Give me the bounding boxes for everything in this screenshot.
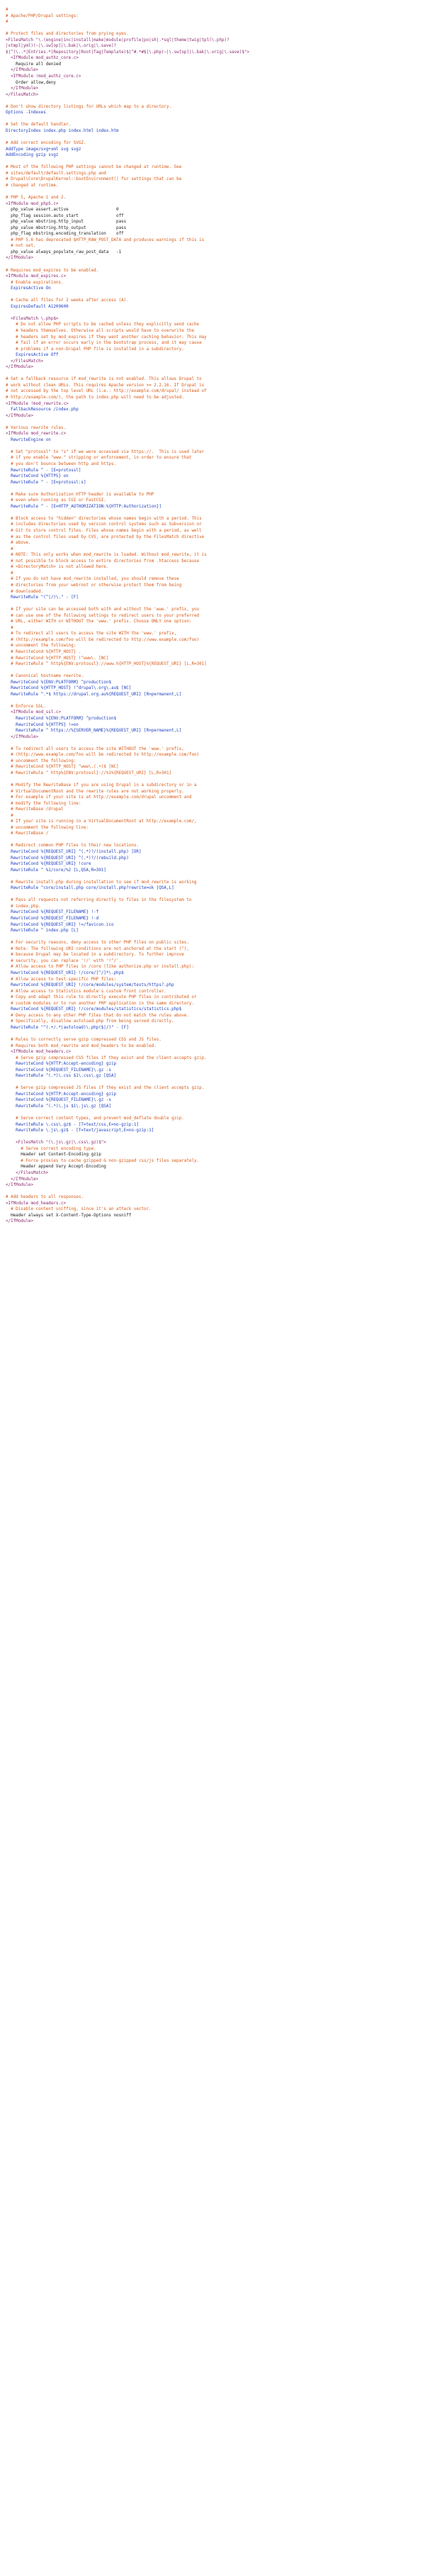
code-line [6,892,419,898]
code-line [6,1110,419,1116]
code-line [6,371,419,377]
directive-line: ExpiresActive Off [6,353,59,358]
tag-line: <IfModule !mod_authz_core.c> [6,74,81,79]
tag-line: </IfModule> [6,413,34,418]
comment-line: # Disable content sniffing, since it's an attack vector. [6,1207,152,1212]
directive-line: RewriteRule "^(.+/.*|autoload)\.php($|/)" - [F] [6,1025,129,1030]
directive-line: RewriteCond %{HTTP:Accept-encoding} gzip [6,1062,117,1067]
comment-line: # <DirectoryMatch> is not allowed here. [6,565,109,570]
comment-line: # RewriteBase / [6,831,49,836]
comment-line: # RewriteCond %{HTTP_HOST} !^www\. [NC] [6,656,109,661]
comment-line: # Serve gzip compressed CSS files if they exist and the client accepts gzip. [6,1055,207,1060]
tag-line: </IfModule> [6,68,39,73]
code-line [6,443,419,449]
code-line [6,668,419,674]
directive-line: RewriteCond %{REQUEST_FILENAME} !-f [6,910,99,915]
comment-line: # downloaded. [6,589,44,594]
comment-line: # you don't bounce between http and https. [6,462,117,467]
comment-line: # To redirect all users to access the site WITH the 'www.' prefix, [6,632,177,637]
comment-line: # [6,547,13,551]
comment-line: # Force proxies to cache gzipped & non-gzipped css/js files separately. [6,1158,200,1163]
code-line: Order allow,deny [6,80,56,85]
code-line: php_value assert.active 0 [6,208,119,213]
directive-line: RewriteCond %{REQUEST_URI} ^(.*)?/(install.php) [OR] [6,850,142,855]
directive-line: RewriteCond %{REQUEST_FILENAME}\.gz -s [6,1068,111,1073]
directive-line: RewriteCond %{REQUEST_URI} !/core/modules/system/tests/https?.php [6,983,174,988]
comment-line: # [6,8,8,12]
directive-line: RewriteCond %{HTTP:Accept-encoding} gzip [6,1092,117,1097]
code-line [6,98,419,104]
tag-line: <FilesMatch "(\.js\.gz|\.css\.gz)$"> [6,1141,106,1146]
directive-line: RewriteRule ^ - [E=protossl] [6,468,81,473]
comment-line: # Allow access to PHP files in /core (like authorize.php or install.php): [6,965,194,970]
code-line [6,510,419,516]
comment-line: # For example if your site is at http://example.com/drupal uncomment and [6,795,192,800]
tag-line: <IfModule mod_headers.c> [6,1050,72,1055]
comment-line: # URL, either WITH or WITHOUT the 'www.' prefix. Choose ONLY one option: [6,620,192,625]
comment-line: # [6,625,13,630]
directive-line: RewriteRule \.js\.gz$ - [T=text/javascript,E=no-gzip:1] [6,1129,154,1133]
directive-line: RewriteCond %{REQUEST_URI} !=/favicon.ico [6,922,114,927]
comment-line: # Drupal\Core\DrupalKernel::bootEnvironment() for settings that can be [6,177,182,182]
code-line [6,189,419,195]
code-line [6,1031,419,1037]
code-line: Header set Content-Encoding gzip [6,1153,101,1158]
code-line [6,934,419,941]
directive-line: RewriteRule ^.*$ https://drupal.org.au%{REQUEST_URI} [R=permanent,L] [6,692,182,697]
comment-line: # Serve gzip compressed JS files if they exist and the client accepts gzip. [6,1086,205,1091]
comment-line: # sites/default/default.settings.php and [6,171,106,176]
comment-line: # custom modules or to run another PHP application in the same directory. [6,1001,194,1006]
code-line [6,486,419,492]
comment-line: # Git to store control files. Files whose names begin with a period, as well [6,529,202,534]
tag-line: </IfModule> [6,1219,34,1224]
code-line [6,1189,419,1195]
directive-line: DirectoryIndex index.php index.html index.htm [6,128,119,133]
code-line [6,262,419,268]
code-line [6,292,419,298]
directive-line: RewriteCond %{ENV:PLATFORM} ^production$ [6,716,117,721]
comment-line: # Add correct encoding for SVGZ. [6,141,86,146]
tag-line: <IfModule mod_expires.c> [6,274,67,279]
directive-line: RewriteCond %{REQUEST_FILENAME}\.gz -s [6,1098,111,1103]
code-line [6,776,419,783]
tag-line: </IfModule> [6,1177,39,1182]
directive-line: RewriteRule \.css\.gz$ - [T=text/css,E=no-gzip:1] [6,1122,139,1127]
comment-line: # (http://www.example.com/foo will be redirected to http://example.com/foo) [6,753,200,758]
comment-line: # includes directories used by version control systems such as Subversion or [6,522,202,527]
tag-line: </IfModule> [6,256,34,261]
directive-line: RewriteEngine on [6,437,51,442]
code-line: php_flag session.auto_start off [6,213,124,218]
comment-line: # Add headers to all responses. [6,1195,84,1200]
comment-line: # Enforce SSL. [6,704,46,709]
directive-line: RewriteCond %{REQUEST_URI} !core [6,862,91,867]
comment-line: # Do not allow PHP scripts to be cached unless they explicitly send cache [6,323,200,327]
comment-line: # work without clean URLs. This requires Apache version >= 2.2.16. If Drupal is [6,383,205,388]
code-line [6,310,419,316]
comment-line: # For security reasons, deny access to other PHP files on public sites. [6,941,189,946]
comment-line: # Serve correct content types, and prevent mod_deflate double gzip. [6,1116,184,1121]
comment-line: # Pass all requests not referring directly to files in the filesystem to [6,898,192,903]
directive-line: RewriteRule ^(.*)\.css $1\.css\.gz [QSA] [6,1074,117,1079]
comment-line: # RewriteCond %{HTTP_HOST} . [6,649,81,654]
comment-line: # Copy and adapt this rule to directly execute PHP files in contributed or [6,995,197,1000]
tag-line: </FilesMatch> [6,359,44,364]
comment-line: # Allow access to Statistics module's custom front controller. [6,989,166,994]
comment-line: # Make sure Authorization HTTP header is available to PHP [6,492,154,497]
comment-line: # Protect files and directories from prying eyes. [6,32,129,37]
comment-line: # fail if an error occurs early in the bootstrap process, and it may cause [6,341,202,346]
comment-line: # uncomment the following: [6,644,76,649]
code-line [6,419,419,425]
code-line [6,873,419,880]
comment-line: # Rules to correctly serve gzip compressed CSS and JS files. [6,1037,162,1042]
comment-line: # If your site can be accessed both with and without the 'www.' prefix, you [6,607,200,612]
directive-line: RewriteRule ^ https://%{SERVER_NAME}%{REQUEST_URI} [R=permanent,L] [6,729,182,734]
comment-line: # Modify the RewriteBase if you are using Drupal in a subdirectory or in a [6,783,197,788]
directive-line: RewriteCond %{REQUEST_URI} !/core/[^/]*\.php$ [6,970,124,975]
code-line: Header append Vary Accept-Encoding [6,1165,106,1170]
directive-line: RewriteCond %{HTTPS} !=on [6,722,79,727]
comment-line: # RewriteRule ^ http%{ENV:protossl}://www.%{HTTP_HOST}%{REQUEST_URI} [L,R=301] [6,662,207,667]
comment-line: # modify the following line: [6,801,81,806]
directive-line: FallbackResource /index.php [6,408,79,413]
code-line [6,26,419,32]
comment-line: # RewriteBase /drupal [6,807,64,812]
comment-line: # Redirect common PHP files to their new locations. [6,844,139,849]
comment-line: # Deny access to any other PHP files that do not match the rules above. [6,1013,189,1018]
directive-line: RewriteCond %{REQUEST_FILENAME} !-d [6,917,99,922]
directive-line: RewriteRule ^ - [E=protossl:s] [6,480,86,485]
comment-line: # changed at runtime. [6,183,59,188]
directive-line: RewriteCond %{HTTP_HOST} !^drupal\.org\.au$ [NC] [6,686,132,691]
comment-line: # uncomment the following line: [6,825,89,830]
comment-line: # index.php. [6,904,41,909]
comment-line: # Canonical hostname rewrite. [6,674,84,679]
comment-line: # above. [6,541,31,546]
comment-line: # headers themselves. Otherwise all scripts would have to overwrite the [6,328,194,333]
directive-line: ExpiresActive On [6,286,51,291]
tag-line: </IfModule> [6,365,34,370]
code-line [6,1134,419,1141]
tag-line: |xtmpl|yml)(~|\.sw[op]|\.bak|\.orig|\.save)? [6,44,117,49]
directive-line: RewriteRule ^ %1/core/%2 [L,QSA,R=301] [6,868,106,873]
directive-line: RewriteRule ^(.*)\.js $1\.js\.gz [QSA] [6,1104,111,1109]
comment-line: # [6,813,13,818]
tag-line: </IfModule> [6,86,39,91]
tag-line: </IfModule> [6,1183,34,1188]
code-line [6,601,419,607]
directive-line: ExpiresDefault A1209600 [6,304,69,309]
comment-line: # Requires mod_expires to be enabled. [6,268,99,273]
directive-line: RewriteRule "(^|/)\." - [F] [6,595,79,600]
comment-line: # uncomment the following: [6,758,76,763]
directive-line: RewriteRule ^ index.php [L] [6,929,79,934]
comment-line: # RewriteRule ^ http%{ENV:protossl}://%1%{REQUEST_URI} [L,R=301] [6,771,172,775]
comment-line: # even when running as CGI or FastCGI. [6,498,106,503]
tag-line: <IfModule mod_headers.c> [6,1201,67,1206]
comment-line: # VirtualDocumentRoot and the rewrite rules are not working properly. [6,789,184,794]
comment-line: # Note: The following URI conditions are not anchored at the start (^), [6,946,189,951]
comment-line: # PHP 5.6 has deprecated $HTTP_RAW_POST_DATA and produces warnings if this is [6,237,205,242]
tag-line: </FilesMatch> [6,92,39,97]
comment-line: # Requires both mod_rewrite and mod_headers to be enabled. [6,1043,157,1048]
tag-line: $|^(\..*|Entries.*|Repository|Root|Tag|Template)$|^#.*#$|\.php(~|\.sw[op]|\.bak|\.orig|\.save)$"> [6,50,250,55]
comment-line: # PHP 5, Apache 1 and 2. [6,195,67,200]
comment-line: # Serve correct encoding type. [6,1146,96,1151]
comment-line: # security, you can replace '!/' with '!^/'. [6,958,122,963]
comment-line: # as the control files used by CVS, are protected by the FilesMatch directive [6,534,205,539]
tag-line: <IfModule mod_rewrite.c> [6,432,67,437]
directive-line: RewriteCond %{ENV:PLATFORM} ^production$ [6,680,111,685]
code-line [6,116,419,123]
code-line [6,698,419,704]
comment-line: # (http://example.com/foo will be redirected to http://www.example.com/foo) [6,637,200,642]
directive-line: AddEncoding gzip svgz [6,153,59,158]
comment-line: # directories from your webroot or otherwise protect them from being [6,583,182,588]
comment-line: # can use one of the following settings to redirect users to your preferred [6,613,200,618]
directive-line: RewriteRule ^ - [E=HTTP_AUTHORIZATION:%{HTTP:Authorization}] [6,504,162,509]
comment-line: # Enable expirations. [6,280,64,285]
comment-line: # Block access to "hidden" directories whose names begin with a period. This [6,516,202,521]
directive-line: AddType image/svg+xml svg svgz [6,147,81,152]
code-line: php_flag mbstring.encoding_translation off [6,232,124,237]
code-line [6,740,419,746]
comment-line: # Set a fallback resource if mod_rewrite is not enabled. This allows Drupal to [6,377,202,382]
tag-line: </FilesMatch> [6,1171,49,1175]
directive-line: Options -Indexes [6,111,46,116]
code-line: php_value mbstring.http_input pass [6,220,127,225]
tag-line: <IfModule !mod_rewrite.c> [6,401,69,406]
comment-line: # NOTE: This only works when mod_rewrite is loaded. Without mod_rewrite, it is [6,553,207,558]
code-line: Require all denied [6,62,62,67]
tag-line: <FilesMatch "\.(engine|inc|install|make|module|profile|po|sh|.*sql|theme|twig|tpl(\.php)? [6,38,230,43]
comment-line: # http://example.com/), the path to index.php will need to be adjusted. [6,396,184,400]
comment-line: # Various rewrite rules. [6,425,67,430]
comment-line: # not possible to block access to entire directories from .htaccess because [6,559,200,564]
comment-line: # if you enable "www." stripping or enforcement, in order to ensure that [6,456,192,461]
comment-line: # To redirect all users to access the site WITHOUT the 'www.' prefix, [6,746,184,751]
code-line [6,159,419,165]
comment-line: # not set. [6,244,36,249]
comment-line: # headers set by mod_expires if they want another caching behavior. This may [6,335,207,340]
tag-line: <IfModule mod_ssl.c> [6,710,62,715]
comment-line: # Specifically, disallow autoload.php from being served directly. [6,1019,174,1024]
comment-line: # Cache all files for 2 weeks after access (A). [6,298,129,303]
comment-line: # If you do not have mod_rewrite installed, you should remove these [6,577,179,582]
directive-line: RewriteCond %{REQUEST_URI} ^(.*)?/(rebuild.php) [6,856,129,861]
comment-line: # Set the default handler. [6,123,72,128]
tag-line: </IfModule> [6,734,39,739]
tag-line: <IfModule mod_php5.c> [6,201,59,206]
directive-line: RewriteCond %{REQUEST_URI} !/core/modules/statistics/statistics.php$ [6,1007,182,1012]
comment-line: # Set "protossl" to "s" if we were accessed via https://. This is used later [6,449,205,454]
code-line: php_value always_populate_raw_post_data -1 [6,250,122,254]
comment-line: # problems if a non-Drupal PHP file is installed in a subdirectory. [6,347,184,352]
comment-line: # not accessed by the top level URL (i.e.: http://example.com/drupal/ instead of [6,389,207,394]
code-line: php_value mbstring.http_output pass [6,225,127,230]
comment-line: # RewriteCond %{HTTP_HOST} ^www\.(.+)$ [NC] [6,765,119,770]
comment-line: # Apache/PHP/Drupal settings: [6,13,79,18]
directive-line: RewriteCond %{HTTPS} on [6,474,69,479]
comment-line: # [6,571,13,576]
comment-line: # Most of the following PHP settings cannot be changed at runtime. See [6,165,182,170]
code-line [6,1080,419,1086]
comment-line: # Rewrite install.php during installation to see if mod_rewrite is working [6,880,197,885]
comment-line: # because Drupal may be located in a subdirectory. To further improve [6,953,184,958]
code-line [6,837,419,844]
tag-line: <IfModule mod_authz_core.c> [6,56,79,61]
directive-line: RewriteRule ^core/install.php core/install.php?rewrite=ok [QSA,L] [6,886,174,891]
comment-line: # Don't show directory listings for URLs which map to a directory. [6,104,172,109]
code-line: Header always set X-Content-Type-Options nosniff [6,1213,132,1218]
comment-line: # [6,20,8,25]
comment-line: # Allow access to test-specific PHP files: [6,977,117,982]
tag-line: <FilesMatch \.php$> [6,316,59,321]
comment-line: # If your site is running in a VirtualDocumentRoot at http://example.com/, [6,819,197,824]
code-line [6,134,419,140]
